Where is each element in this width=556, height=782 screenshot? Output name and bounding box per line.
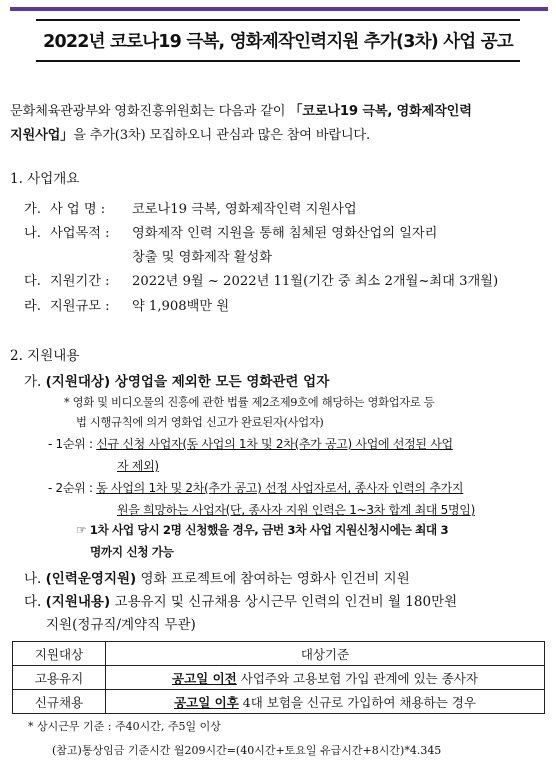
table-cell-target: 신규채용 xyxy=(13,690,106,714)
support-target xyxy=(24,370,329,390)
footnote-line: (참고)통상임금 기준시간 월209시간=(40시간+토요일 유급시간+8시간)*4.345 xyxy=(52,744,442,757)
support-personnel xyxy=(24,567,410,587)
rank1-line2 xyxy=(117,457,159,474)
item-label: 가. xyxy=(24,374,42,390)
row-label: 라. xyxy=(24,299,41,314)
hand-note-line: ☞ 1차 사업 당시 2명 신청했을 경우, 금번 3차 사업 지원신청시에는 최대 3 xyxy=(76,523,449,537)
row-key: 지원기간 : xyxy=(50,274,110,289)
footnote-line: * 상시근무 기준 : 주40시간, 주5일 이상 xyxy=(28,720,221,733)
page-title: 2022년 코로나19 극복, 영화제작인력지원 추가(3차) 사업 공고 xyxy=(36,19,520,62)
criteria-text: 사업주와 고용보험 가입 관계에 있는 종사자 xyxy=(236,670,478,686)
support-target-bold: (지원대상) 상영업을 제외한 모든 영화관련 업자 xyxy=(45,374,330,390)
overview-row-purpose-cont: 창출 및 영화제작 활성화 xyxy=(132,250,272,265)
top-accent-bar xyxy=(10,7,548,11)
rank1-text: 신규 신청 사업자(동 사업의 1차 및 2차(추가 공고) 사업에 선정된 사업 xyxy=(96,437,453,451)
intro-text-start: 문화체육관광부와 영화진흥위원회는 다음과 같이 xyxy=(10,104,290,119)
row-key: 지원규모 : xyxy=(50,299,110,314)
support-content-bold: (지원내용) xyxy=(45,594,111,610)
row-label: 다. xyxy=(24,274,41,289)
rank1-line xyxy=(48,435,453,452)
criteria-bold: 공고일 이전 xyxy=(172,670,237,686)
section1-heading: 1. 사업개요 xyxy=(10,171,80,187)
table-header-row xyxy=(13,642,545,666)
row-value: 약 1,908백만 원 xyxy=(132,299,230,314)
rank-prefix: - 2순위 : xyxy=(48,481,97,495)
rank2-line2 xyxy=(117,501,475,518)
intro-program-name-1: 「코로나19 극복, 영화제작인력 xyxy=(289,104,472,119)
criteria-bold: 공고일 이후 xyxy=(174,694,239,710)
item-label: 나. xyxy=(24,571,42,587)
rank-prefix: - 1순위 : xyxy=(48,437,97,451)
table-row xyxy=(13,690,545,714)
table-cell-target: 고용유지 xyxy=(13,666,106,690)
criteria-table xyxy=(12,641,545,714)
support-personnel-text: 영화 프로젝트에 참여하는 영화사 인건비 지원 xyxy=(136,571,410,587)
hand-note-line2: 명까지 신청 가능 xyxy=(90,545,174,559)
table-cell-criteria xyxy=(106,690,545,714)
section2-heading: 2. 지원내용 xyxy=(10,348,80,364)
support-content-text: 고용유지 및 신규채용 상시근무 인력의 인건비 월 180만원 xyxy=(110,594,458,610)
intro-text-end: 을 추가(3차) 모집하오니 관심과 많은 참여 바랍니다. xyxy=(73,128,370,143)
rank2-line xyxy=(48,479,463,496)
row-value: 코로나19 극복, 영화제작인력 지원사업 xyxy=(132,202,357,217)
intro-program-name-2: 지원사업」 xyxy=(10,128,74,143)
row-value: 영화제작 인력 지원을 통해 침체된 영화산업의 일자리 xyxy=(132,226,438,241)
criteria-text: 4대 보험을 신규로 가입하여 채용하는 경우 xyxy=(238,694,476,710)
table-header-target: 지원대상 xyxy=(13,642,106,666)
intro-paragraph xyxy=(10,100,548,148)
support-content-cont: 지원(정규직/계약직 무관) xyxy=(46,617,196,633)
rank1-text-cont: 자 제외) xyxy=(117,459,159,473)
table-row xyxy=(13,666,545,690)
note-line: * 영화 및 비디오물의 진흥에 관한 법률 제2조제9호에 해당하는 영화업자로 등 xyxy=(64,396,435,409)
row-key: 사업목적 : xyxy=(50,226,110,241)
row-key: 사 업 명 : xyxy=(50,202,106,217)
item-label: 다. xyxy=(24,594,42,610)
note-line: 법 시행규칙에 의거 영화업 신고가 완료된자(사업자) xyxy=(76,416,324,429)
support-personnel-bold: (인력운영지원) xyxy=(45,571,137,587)
row-value: 2022년 9월 ~ 2022년 11월(기간 중 최소 2개월~최대 3개월) xyxy=(132,274,499,289)
table-header-criteria: 대상기준 xyxy=(106,642,545,666)
support-content xyxy=(24,590,457,610)
rank2-text: 동 사업의 1차 및 2차(추가 공고) 선정 사업자로서, 종사자 인력의 추가지 xyxy=(96,481,464,495)
table-cell-criteria xyxy=(106,666,545,690)
rank2-text-cont: 원을 희망하는 사업자(단, 종사자 지원 인력은 1~3차 합계 최대 5명임) xyxy=(117,503,475,517)
row-label: 나. xyxy=(24,226,41,241)
row-label: 가. xyxy=(24,202,41,217)
